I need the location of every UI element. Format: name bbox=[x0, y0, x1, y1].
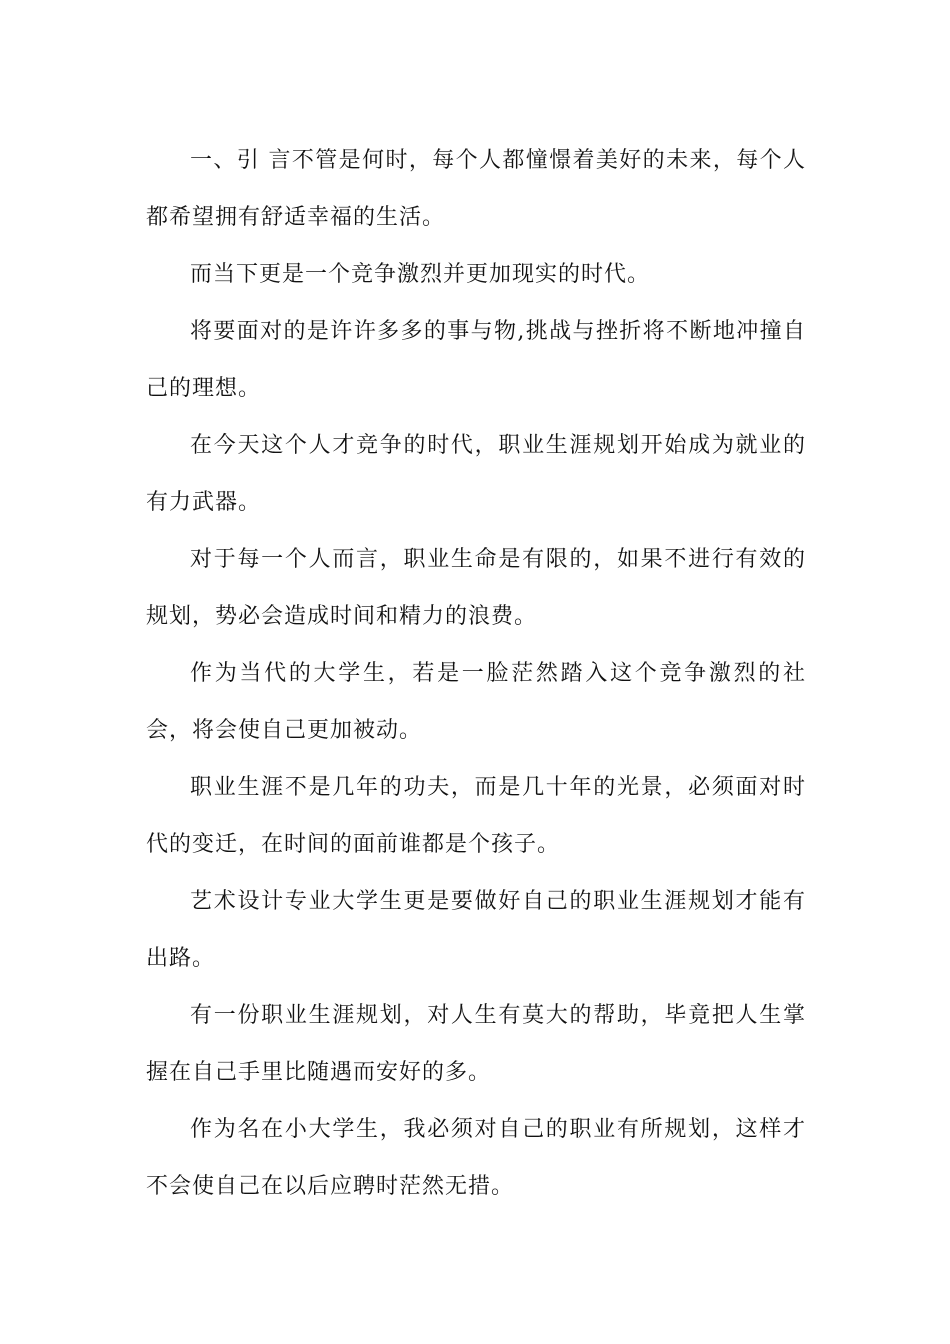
paragraph: 作为名在小大学生，我必须对自己的职业有所规划，这样才不会使自己在以后应聘时茫然无措。 bbox=[146, 1117, 806, 1199]
paragraph: 艺术设计专业大学生更是要做好自己的职业生涯规划才能有出路。 bbox=[146, 889, 806, 971]
paragraph: 在今天这个人才竞争的时代，职业生涯规划开始成为就业的有力武器。 bbox=[146, 433, 806, 515]
paragraph: 而当下更是一个竞争激烈并更加现实的时代。 bbox=[190, 262, 651, 287]
paragraph: 职业生涯不是几年的功夫，而是几十年的光景，必须面对时代的变迁，在时间的面前谁都是个孩子。 bbox=[146, 775, 806, 857]
paragraph: 作为当代的大学生，若是一脸茫然踏入这个竞争激烈的社会，将会使自己更加被动。 bbox=[146, 661, 806, 743]
paragraph: 将要面对的是许许多多的事与物,挑战与挫折将不断地冲撞自己的理想。 bbox=[146, 319, 806, 401]
paragraph: 有一份职业生涯规划，对人生有莫大的帮助，毕竟把人生掌握在自己手里比随遇而安好的多。 bbox=[146, 1003, 806, 1085]
paragraph: 一、引 言不管是何时，每个人都憧憬着美好的未来，每个人都希望拥有舒适幸福的生活。 bbox=[146, 148, 806, 230]
document-body bbox=[146, 132, 806, 1215]
paragraph: 对于每一个人而言，职业生命是有限的，如果不进行有效的规划，势必会造成时间和精力的浪费。 bbox=[146, 547, 806, 629]
